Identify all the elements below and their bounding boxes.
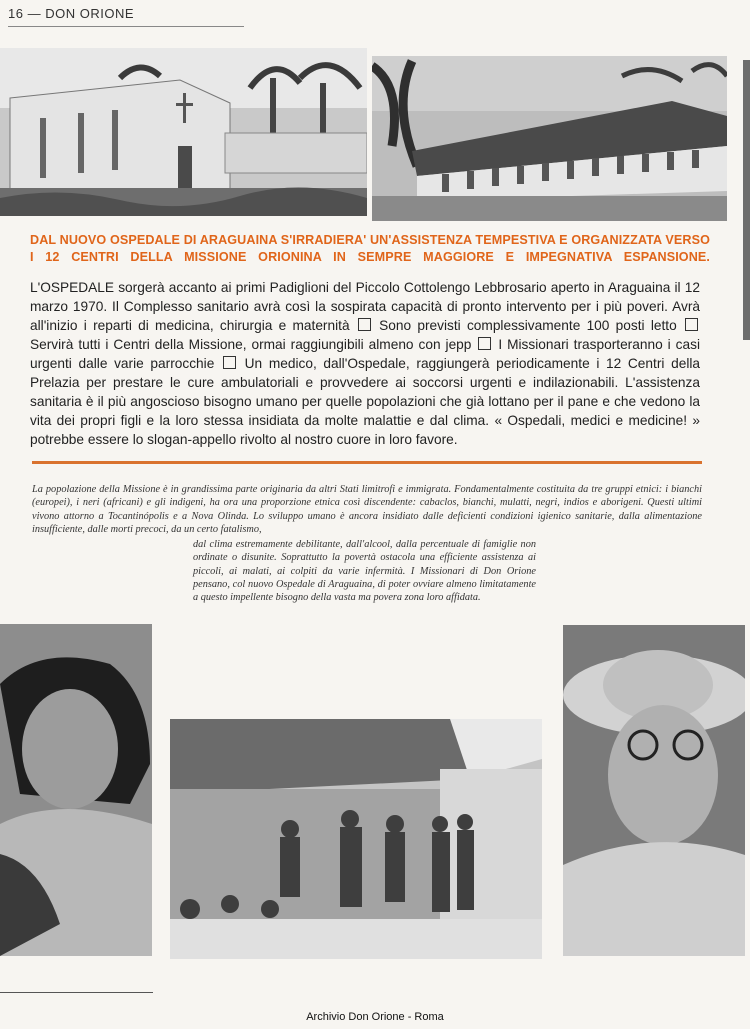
archive-footer: Archivio Don Orione - Roma	[306, 1011, 444, 1023]
body-segment-4: I Missionari trasporteranno i casi urgenti dalle varie parrocchie	[30, 337, 700, 371]
building-photo	[372, 56, 727, 221]
square-bullet-icon	[478, 337, 491, 350]
square-bullet-icon	[223, 356, 236, 369]
page-edge-shadow	[743, 60, 750, 340]
caption-wide: La popolazione della Missione è in grandissima parte originaria da altri Stati limitrofi e immigrata. Fondamentalmente costituita da tre gruppi etnici: i bianchi (europei), i neri (africani) e gli indigeni, ha ora una proporzione etnica così discendente: cabaclos, bianchi, mulatti, negri, indios e aborigeni. Questi ultimi vivono attorno a Tocantinópolis e a Nova Olinda. Lo sviluppo umano è ancora insidiato dalle deficienti condizioni igienico sanitarie, dalla alimentazione insufficiente, dalle morti precoci, da un certo fatalismo,	[32, 484, 702, 535]
section-divider	[32, 461, 702, 464]
body-segment-1: L'OSPEDALE sorgerà accanto ai primi Padiglioni del Piccolo Cottolengo Lebbrosario aperto in Araguaina il 12 marzo 1970. Il Complesso sanitario avrà così la sospirata capacità di pronto intervento per i più poveri. Avrà all'inizio i reparti di medicina, chirurgia e maternità	[30, 280, 700, 333]
article-body	[30, 278, 700, 449]
headline: DAL NUOVO OSPEDALE DI ARAGUAINA S'IRRADIERA' UN'ASSISTENZA TEMPESTIVA E ORGANIZZATA VERSO I 12 CENTRI DELLA MISSIONE ORIONINA IN SEMPRE MAGGIORE E IMPEGNATIVA ESPANSIONE.	[30, 233, 710, 264]
footer-rule	[0, 992, 153, 993]
square-bullet-icon	[685, 318, 698, 331]
square-bullet-icon	[358, 318, 371, 331]
page-number: 16	[8, 6, 24, 21]
header-separator: —	[27, 6, 42, 21]
header-rule	[8, 26, 244, 27]
man-portrait-photo	[563, 625, 745, 956]
caption-narrow: dal clima estremamente debilitante, dall'alcool, dalla percentuale di famiglie non ordinate o disunite. Soprattutto la povertà ostacola una efficiente assistenza ai piccoli, ai malati, ai colpiti da varie infermità. I Missionari di Don Orione pensano, col nuovo Ospedale di Araguaina, di poter ovviare almeno limitatamente a questo impellente bisogno della vasta ma povera zona loro affidata.	[193, 539, 536, 604]
woman-portrait-photo	[0, 624, 152, 956]
body-segment-5: Un medico, dall'Ospedale, raggiungerà periodicamente i 12 Centri della Prelazia per prestare le cure ambulatoriali e provvedere ai soccorsi urgenti e indilazionabili. L'assistenza sanitaria è il più angoscioso bisogno umano per quelle popolazioni che già lottano per il pane e che vedono la vita dei propri figli e la loro stessa insidiata da molte malattie e dal clima. « Ospedali, medici e medicine! » potrebbe essere lo slogan-appello rivolto al nostro cuore in loro favore.	[30, 356, 701, 447]
magazine-title: DON ORIONE	[45, 6, 135, 21]
group-hut-photo	[170, 719, 542, 959]
body-segment-2: Sono previsti complessivamente 100 posti letto	[379, 318, 677, 333]
church-photo	[0, 48, 367, 216]
body-segment-3: Servirà tutti i Centri della Missione, ormai raggiungibili almeno con jepp	[30, 337, 472, 352]
page-header	[8, 6, 134, 21]
